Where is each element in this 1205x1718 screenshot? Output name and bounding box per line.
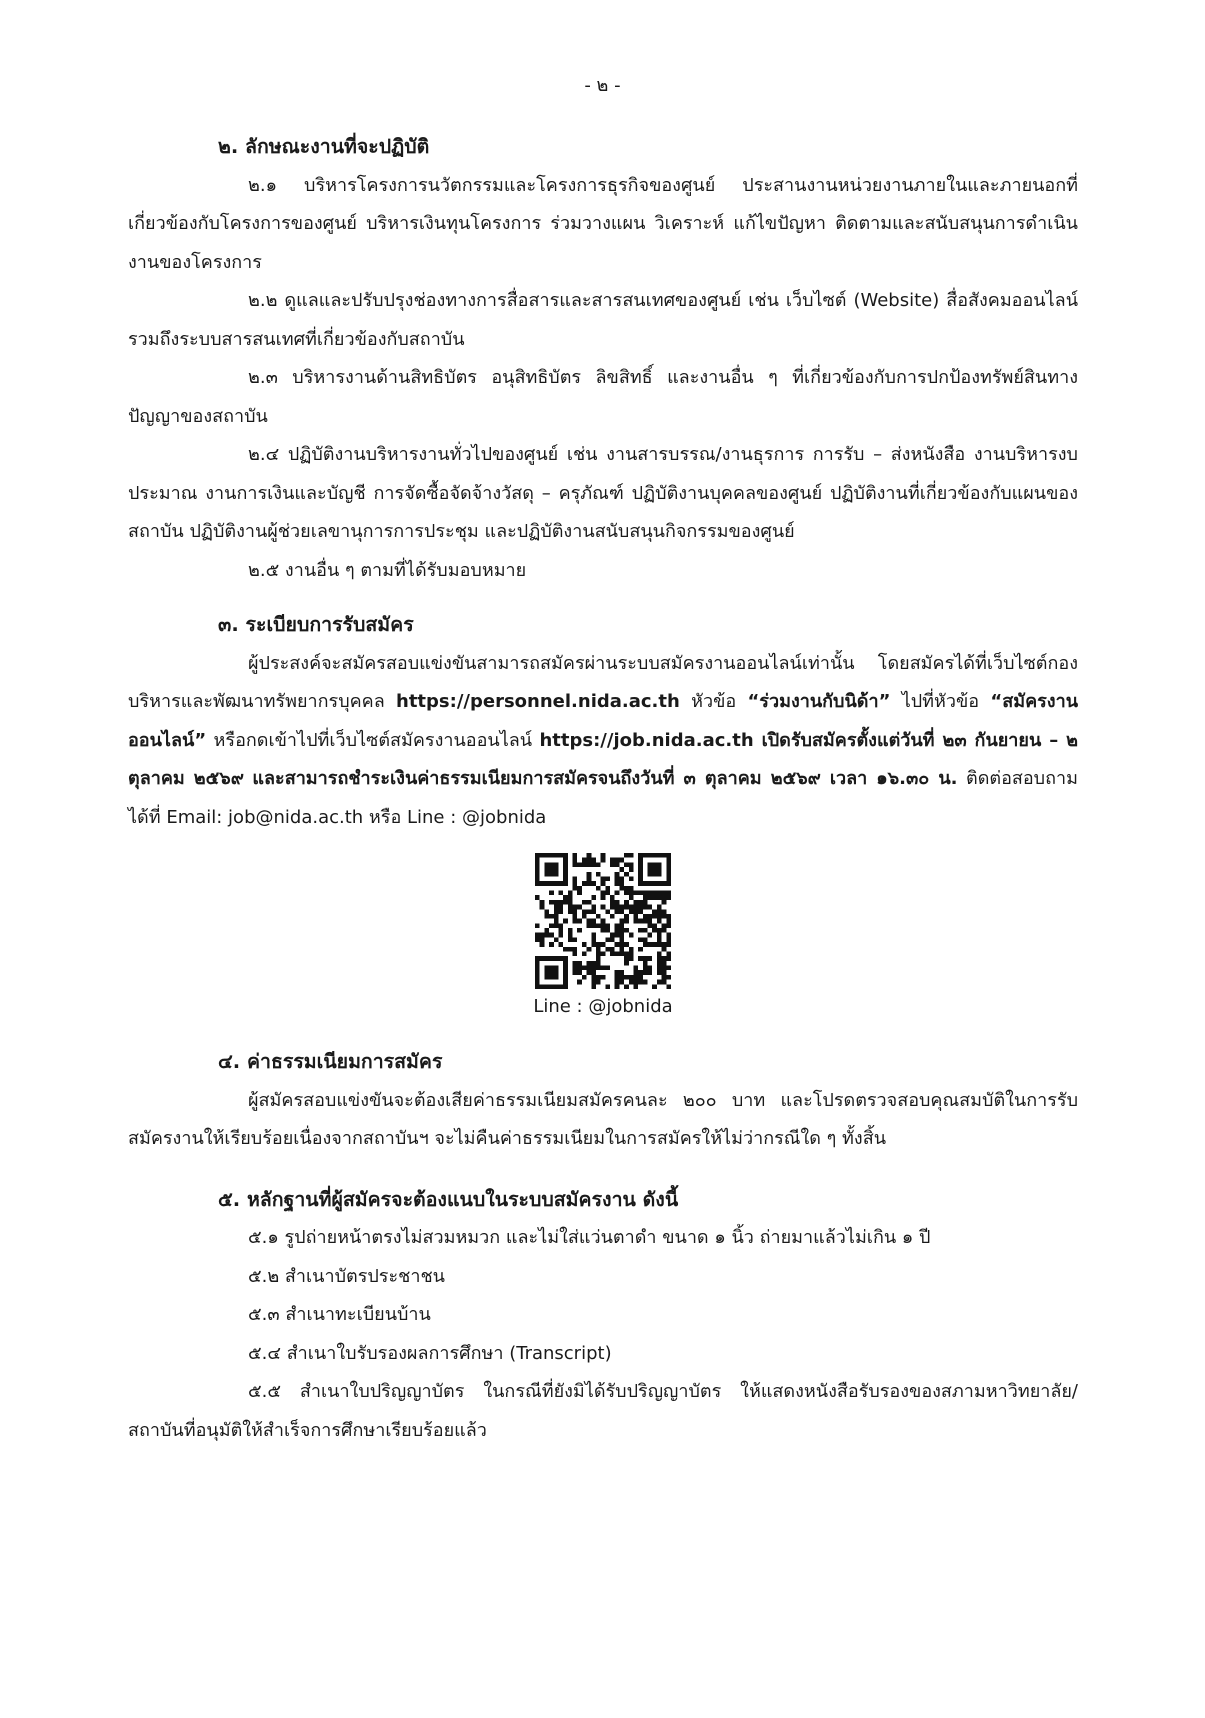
fee-paragraph: ผู้สมัครสอบแข่งขันจะต้องเสียค่าธรรมเนียมสมัครคนละ ๒๐๐ บาท และโปรดตรวจสอบคุณสมบัติในการรับสมัครงานให้เรียบร้อยเนื่องจากสถาบันฯ จะไม่คืนค่าธรรมเนียมในการสมัครให้ไม่ว่ากรณีใด ๆ ทั้งสิ้น: [128, 1089, 1078, 1149]
job-website-link[interactable]: https://job.nida.ac.th: [539, 729, 754, 751]
duty-item: ๒.๒ ดูแลและปรับปรุงช่องทางการสื่อสารและสารสนเทศของศูนย์ เช่น เว็บไซต์ (Website) สื่อสังคมออนไลน์ รวมถึงระบบสารสนเทศที่เกี่ยวข้องกับสถาบัน: [128, 290, 1078, 350]
payment-deadline: และสามารถชำระเงินค่าธรรมเนียมการสมัครจนถึงวันที่ ๓ ตุลาคม ๒๕๖๙ เวลา ๑๖.๓๐ น.: [252, 768, 958, 789]
document-item: ๕.๑ รูปถ่ายหน้าตรงไม่สวมหมวก และไม่ใส่แว่นตาดำ ขนาด ๑ นิ้ว ถ่ายมาแล้วไม่เกิน ๑ ปี: [248, 1227, 931, 1248]
duty-item: ๒.๔ ปฏิบัติงานบริหารงานทั่วไปของศูนย์ เช่น งานสารบรรณ/งานธุรการ การรับ – ส่งหนังสือ งานบริหารงบประมาณ งานการเงินและบัญชี การจัดซื้อจัดจ้างวัสดุ – ครุภัณฑ์ ปฏิบัติงานบุคคลของศูนย์ ปฏิบัติงานที่เกี่ยวข้องกับแผนของสถาบัน ปฏิบัติงานผู้ช่วยเลขานุการการประชุม และปฏิบัติงานสนับสนุนกิจกรรมของศูนย์: [128, 444, 1078, 542]
document-item: ๕.๕ สำเนาใบปริญญาบัตร ในกรณีที่ยังมิได้รับปริญญาบัตร ให้แสดงหนังสือรับรองของสภามหาวิทยาลัย/สถาบันที่อนุมัติให้สำเร็จการศึกษาเรียบร้อยแล้ว: [128, 1381, 1078, 1441]
section-heading-duties: ๒. ลักษณะงานที่จะปฏิบัติ: [218, 135, 430, 158]
qr-caption: Line : @jobnida: [533, 996, 673, 1017]
page-number: - ๒ -: [584, 75, 621, 96]
topic-online-application: “สมัครงานออนไลน์”: [128, 691, 1078, 751]
document-item: ๕.๓ สำเนาทะเบียนบ้าน: [248, 1304, 431, 1325]
personnel-website-link[interactable]: https://personnel.nida.ac.th: [396, 691, 680, 712]
qr-code-icon[interactable]: [535, 853, 671, 989]
application-period: เปิดรับสมัครตั้งแต่วันที่ ๒๓ กันยายน – ๒ ตุลาคม ๒๕๖๙: [128, 729, 1078, 789]
topic-join-nida: “ร่วมงานกับนิด้า”: [747, 691, 891, 712]
application-paragraph: ผู้ประสงค์จะสมัครสอบแข่งขันสามารถสมัครผ่านระบบสมัครงานออนไลน์เท่านั้น โดยสมัครได้ที่เว็บไซต์กองบริหารและพัฒนาทรัพยากรบุคคล https://personnel.nida.ac.th หัวข้อ “ร่วมงานกับนิด้า” ไปที่หัวข้อ “สมัครงานออนไลน์” หรือกดเข้าไปที่เว็บไซต์สมัครงานออนไลน์ https://job.nida.ac.th เปิดรับสมัครตั้งแต่วันที่ ๒๓ กันยายน – ๒ ตุลาคม ๒๕๖๙ และสามารถชำระเงินค่าธรรมเนียมการสมัครจนถึงวันที่ ๓ ตุลาคม ๒๕๖๙ เวลา ๑๖.๓๐ น. ติดต่อสอบถามได้ที่ Email: job@nida.ac.th หรือ Line : @jobnida: [128, 652, 1078, 828]
document-item: ๕.๔ สำเนาใบรับรองผลการศึกษา (Transcript): [248, 1342, 612, 1364]
section-heading-documents: ๕. หลักฐานที่ผู้สมัครจะต้องแนบในระบบสมัครงาน ดังนี้: [218, 1187, 679, 1211]
document-body: [128, 128, 1078, 1450]
duty-item: ๒.๑ บริหารโครงการนวัตกรรมและโครงการธุรกิจของศูนย์ ประสานงานหน่วยงานภายในและภายนอกที่เกี่ยวข้องกับโครงการของศูนย์ บริหารเงินทุนโครงการ ร่วมวางแผน วิเคราะห์ แก้ไขปัญหา ติดตามและสนับสนุนการดำเนินงานของโครงการ: [128, 174, 1078, 273]
section-heading-fee: ๔. ค่าธรรมเนียมการสมัคร: [218, 1050, 443, 1073]
section-job-duties: [128, 128, 1078, 590]
document-item: ๕.๒ สำเนาบัตรประชาชน: [248, 1265, 445, 1287]
qr-block: [128, 853, 1078, 1021]
section-application-rules: [128, 606, 1078, 1021]
duty-item: ๒.๕ งานอื่น ๆ ตามที่ได้รับมอบหมาย: [248, 559, 527, 581]
duty-item: ๒.๓ บริหารงานด้านสิทธิบัตร อนุสิทธิบัตร ลิขสิทธิ์ และงานอื่น ๆ ที่เกี่ยวข้องกับการปกป้องทรัพย์สินทางปัญญาของสถาบัน: [128, 367, 1078, 427]
section-heading-application: ๓. ระเบียบการรับสมัคร: [218, 613, 414, 636]
section-application-fee: [128, 1043, 1078, 1159]
section-required-documents: [128, 1181, 1078, 1451]
contact-info: ติดต่อสอบถามได้ที่ Email: job@nida.ac.th หรือ Line : @jobnida: [128, 768, 1078, 828]
